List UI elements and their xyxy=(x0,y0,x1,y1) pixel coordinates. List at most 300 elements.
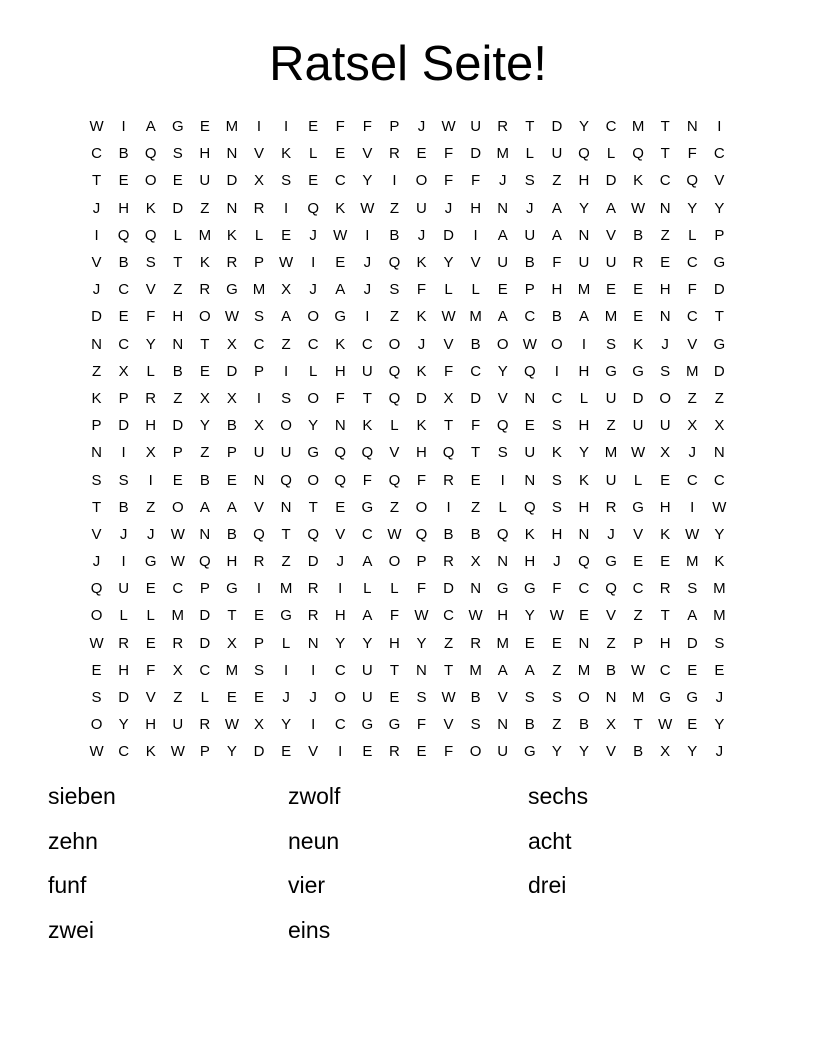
grid-letter: C xyxy=(686,471,698,489)
grid-letter: C xyxy=(361,335,373,353)
grid-letter: E xyxy=(416,145,427,163)
grid-letter: Q xyxy=(117,226,130,244)
grid-letter: Y xyxy=(497,362,508,380)
grid-letter: Q xyxy=(578,553,590,571)
grid-letter: W xyxy=(468,607,483,625)
word-list-item: zwei xyxy=(48,916,95,943)
grid-letter: W xyxy=(441,689,456,707)
grid-row xyxy=(83,358,733,385)
grid-letter: U xyxy=(497,743,509,761)
grid-letter: V xyxy=(308,743,319,761)
grid-letter: Q xyxy=(388,362,401,380)
grid-letter: Q xyxy=(388,389,401,407)
grid-letter: E xyxy=(524,634,535,652)
grid-letter: T xyxy=(633,716,643,734)
grid-letter: O xyxy=(388,553,401,571)
grid-letter: K xyxy=(145,743,156,761)
grid-letter: S xyxy=(524,689,535,707)
grid-letter: C xyxy=(659,172,671,190)
grid-letter: Z xyxy=(389,308,399,326)
grid-letter: E xyxy=(687,716,698,734)
grid-letter: N xyxy=(659,199,671,217)
grid-letter: G xyxy=(523,580,536,598)
grid-letter: N xyxy=(578,634,590,652)
grid-letter: X xyxy=(254,172,265,190)
grid-letter: Y xyxy=(524,607,535,625)
grid-letter: P xyxy=(254,254,265,272)
grid-letter: I xyxy=(121,444,126,462)
grid-letter: G xyxy=(686,689,699,707)
grid-letter: H xyxy=(578,498,590,516)
grid-letter: Z xyxy=(200,444,210,462)
grid-letter: L xyxy=(390,580,399,598)
grid-letter: Y xyxy=(578,199,589,217)
grid-letter: O xyxy=(334,689,347,707)
grid-row xyxy=(83,195,733,222)
grid-letter: I xyxy=(121,118,126,136)
grid-letter: F xyxy=(389,607,399,625)
word-list-item: eins xyxy=(288,916,331,943)
grid-letter: N xyxy=(334,417,346,435)
grid-letter: E xyxy=(118,308,129,326)
grid-letter: O xyxy=(551,335,563,353)
grid-letter: J xyxy=(417,335,426,353)
grid-letter: T xyxy=(714,308,724,326)
grid-letter: E xyxy=(199,118,210,136)
grid-letter: C xyxy=(443,607,454,625)
word-list-item: zwolf xyxy=(288,783,341,809)
grid-row xyxy=(83,575,733,602)
grid-letter: Y xyxy=(443,254,454,272)
grid-letter: D xyxy=(253,743,265,761)
grid-letter: N xyxy=(91,335,102,353)
grid-letter: H xyxy=(388,634,400,652)
grid-letter: L xyxy=(606,145,616,163)
grid-letter: W xyxy=(170,743,185,761)
grid-letter: Z xyxy=(471,498,481,516)
grid-letter: I xyxy=(473,226,478,244)
grid-letter: U xyxy=(470,118,482,136)
grid-letter: N xyxy=(578,226,590,244)
grid-letter: N xyxy=(659,308,671,326)
grid-letter: A xyxy=(362,607,373,625)
grid-letter: I xyxy=(311,716,316,734)
grid-letter: D xyxy=(470,145,482,163)
grid-row xyxy=(83,249,733,276)
grid-letter: Z xyxy=(552,661,562,679)
grid-letter: R xyxy=(226,254,238,272)
grid-letter: W xyxy=(685,525,700,543)
grid-letter: W xyxy=(224,308,240,326)
grid-letter: V xyxy=(633,525,644,543)
grid-letter: D xyxy=(172,417,184,435)
grid-letter: U xyxy=(578,254,590,272)
grid-letter: E xyxy=(308,172,319,190)
grid-letter: T xyxy=(91,498,102,516)
grid-letter: S xyxy=(497,444,508,462)
grid-letter: S xyxy=(91,689,102,707)
grid-letter: Z xyxy=(91,362,102,380)
grid-letter: L xyxy=(498,498,507,516)
grid-letter: E xyxy=(660,471,671,489)
grid-letter: H xyxy=(118,199,130,217)
grid-letter: X xyxy=(470,553,481,571)
grid-letter: L xyxy=(471,281,480,299)
grid-letter: F xyxy=(362,118,372,136)
grid-letter: Z xyxy=(687,389,697,407)
grid-letter: E xyxy=(660,254,671,272)
grid-letter: B xyxy=(118,145,129,163)
grid-letter: T xyxy=(173,254,183,272)
grid-letter: D xyxy=(118,689,130,707)
grid-letter: Q xyxy=(334,444,347,462)
grid-letter: Y xyxy=(362,634,373,652)
grid-letter: D xyxy=(686,634,698,652)
grid-letter: S xyxy=(524,172,535,190)
grid-letter: S xyxy=(551,417,562,435)
grid-letter: K xyxy=(714,553,725,571)
grid-letter: H xyxy=(578,417,590,435)
grid-letter: J xyxy=(553,553,561,571)
grid-letter: T xyxy=(525,118,535,136)
grid-letter: E xyxy=(633,308,644,326)
grid-letter: A xyxy=(497,661,508,679)
grid-letter: X xyxy=(226,335,237,353)
grid-letter: H xyxy=(145,417,157,435)
grid-letter: Q xyxy=(415,525,428,543)
grid-letter: V xyxy=(497,689,508,707)
grid-letter: L xyxy=(146,362,155,380)
grid-letter: R xyxy=(172,634,184,652)
grid-letter: K xyxy=(633,335,644,353)
grid-letter: Y xyxy=(578,118,589,136)
grid-letter: B xyxy=(633,743,644,761)
grid-letter: I xyxy=(500,471,505,489)
grid-letter: T xyxy=(660,145,670,163)
grid-letter: P xyxy=(172,444,183,462)
word-list-item: acht xyxy=(528,827,572,854)
grid-letter: M xyxy=(604,308,618,326)
grid-row xyxy=(83,602,733,629)
grid-letter: Q xyxy=(523,362,536,380)
grid-letter: X xyxy=(660,444,671,462)
grid-letter: Y xyxy=(281,716,292,734)
grid-letter: V xyxy=(254,498,265,516)
grid-letter: V xyxy=(470,254,481,272)
word-list xyxy=(48,778,768,956)
grid-letter: D xyxy=(118,417,130,435)
grid-letter: B xyxy=(470,689,481,707)
grid-letter: N xyxy=(416,661,427,679)
grid-letter: F xyxy=(443,145,454,163)
grid-row xyxy=(83,738,733,765)
grid-letter: Z xyxy=(552,716,562,734)
grid-letter: Y xyxy=(714,525,725,543)
grid-letter: I xyxy=(311,254,316,272)
grid-letter: Z xyxy=(173,689,183,707)
grid-letter: T xyxy=(91,172,102,190)
grid-letter: S xyxy=(551,471,562,489)
grid-letter: M xyxy=(496,634,509,652)
grid-letter: I xyxy=(284,199,289,217)
grid-letter: U xyxy=(605,254,617,272)
grid-letter: Z xyxy=(389,498,399,516)
grid-letter: D xyxy=(443,580,454,598)
grid-letter: K xyxy=(281,145,292,163)
grid-letter: V xyxy=(687,335,698,353)
grid-letter: U xyxy=(524,444,536,462)
grid-letter: E xyxy=(497,281,508,299)
grid-letter: H xyxy=(172,308,184,326)
grid-letter: U xyxy=(118,580,130,598)
grid-letter: E xyxy=(281,226,292,244)
grid-letter: N xyxy=(605,689,617,707)
grid-letter: Q xyxy=(388,254,401,272)
grid-letter: E xyxy=(714,661,725,679)
grid-letter: R xyxy=(632,254,644,272)
grid-letter: I xyxy=(284,362,289,380)
grid-letter: X xyxy=(660,743,671,761)
grid-letter: G xyxy=(713,335,726,353)
grid-letter: H xyxy=(334,362,346,380)
grid-row xyxy=(83,657,733,684)
grid-letter: D xyxy=(307,553,319,571)
grid-letter: K xyxy=(199,254,210,272)
word-list-item: vier xyxy=(288,872,326,898)
grid-letter: X xyxy=(199,389,210,407)
grid-letter: K xyxy=(362,417,373,435)
grid-letter: Y xyxy=(362,172,373,190)
grid-letter: M xyxy=(469,661,482,679)
grid-letter: G xyxy=(713,254,726,272)
grid-letter: C xyxy=(91,145,102,163)
grid-letter: G xyxy=(361,716,374,734)
grid-letter: V xyxy=(497,389,508,407)
grid-letter: K xyxy=(578,471,589,489)
grid-letter: P xyxy=(416,553,427,571)
grid-letter: R xyxy=(388,145,400,163)
grid-letter: M xyxy=(225,118,239,136)
grid-letter: D xyxy=(632,389,644,407)
grid-letter: N xyxy=(226,199,238,217)
grid-letter: E xyxy=(118,172,129,190)
grid-letter: A xyxy=(524,661,535,679)
grid-letter: V xyxy=(714,172,725,190)
word-list-item: funf xyxy=(48,872,87,898)
grid-letter: B xyxy=(578,716,589,734)
grid-letter: V xyxy=(335,525,346,543)
grid-letter: S xyxy=(389,281,400,299)
grid-letter: S xyxy=(281,172,292,190)
grid-letter: U xyxy=(632,417,644,435)
grid-letter: A xyxy=(335,281,346,299)
grid-letter: A xyxy=(226,498,237,516)
grid-letter: I xyxy=(392,172,397,190)
grid-letter: S xyxy=(145,254,156,272)
grid-letter: B xyxy=(172,362,183,380)
grid-letter: S xyxy=(254,661,265,679)
grid-row xyxy=(83,222,733,249)
grid-letter: E xyxy=(633,281,644,299)
grid-letter: W xyxy=(441,118,456,136)
grid-letter: G xyxy=(280,607,292,625)
grid-letter: B xyxy=(606,661,617,679)
grid-letter: S xyxy=(91,471,102,489)
grid-letter: U xyxy=(361,689,373,707)
grid-letter: A xyxy=(199,498,210,516)
grid-letter: I xyxy=(717,118,722,136)
grid-letter: Q xyxy=(280,471,292,489)
grid-letter: B xyxy=(524,716,535,734)
grid-letter: E xyxy=(524,417,535,435)
grid-letter: J xyxy=(363,281,372,299)
grid-letter: F xyxy=(146,308,156,326)
grid-row xyxy=(83,412,733,439)
grid-letter: Q xyxy=(442,444,455,462)
grid-letter: I xyxy=(284,661,289,679)
grid-row xyxy=(83,684,733,711)
grid-letter: C xyxy=(713,145,725,163)
grid-row xyxy=(83,385,733,412)
grid-letter: B xyxy=(199,471,210,489)
grid-letter: W xyxy=(522,335,537,353)
grid-letter: H xyxy=(578,362,590,380)
grid-letter: F xyxy=(416,716,427,734)
grid-letter: C xyxy=(253,335,265,353)
grid-letter: E xyxy=(226,471,237,489)
grid-letter: X xyxy=(443,389,454,407)
grid-letter: Z xyxy=(281,335,291,353)
grid-letter: X xyxy=(145,444,156,462)
grid-letter: E xyxy=(578,607,589,625)
grid-letter: G xyxy=(171,118,184,136)
grid-letter: E xyxy=(362,743,373,761)
grid-letter: B xyxy=(226,525,237,543)
grid-letter: S xyxy=(606,335,617,353)
grid-letter: E xyxy=(254,607,265,625)
grid-letter: Y xyxy=(578,444,589,462)
grid-letter: K xyxy=(226,226,237,244)
grid-letter: F xyxy=(552,254,562,272)
grid-letter: M xyxy=(496,145,509,163)
grid-letter: Q xyxy=(253,525,265,543)
grid-letter: D xyxy=(416,389,427,407)
grid-letter: Z xyxy=(389,199,399,217)
grid-letter: T xyxy=(443,661,454,679)
grid-letter: H xyxy=(659,281,671,299)
grid-letter: M xyxy=(469,308,482,326)
grid-row xyxy=(83,711,733,738)
grid-letter: I xyxy=(365,226,370,244)
grid-letter: J xyxy=(92,199,101,217)
grid-letter: D xyxy=(605,172,617,190)
grid-letter: M xyxy=(252,281,266,299)
grid-letter: E xyxy=(226,689,237,707)
grid-letter: R xyxy=(659,580,671,598)
grid-letter: K xyxy=(524,525,535,543)
grid-letter: X xyxy=(226,634,237,652)
grid-letter: O xyxy=(388,335,401,353)
grid-letter: U xyxy=(280,444,292,462)
grid-letter: W xyxy=(658,716,673,734)
grid-letter: M xyxy=(604,444,618,462)
grid-letter: Y xyxy=(199,417,210,435)
grid-letter: T xyxy=(200,335,210,353)
grid-letter: I xyxy=(284,118,289,136)
grid-letter: A xyxy=(497,308,508,326)
grid-letter: P xyxy=(714,226,725,244)
grid-letter: F xyxy=(416,471,427,489)
grid-letter: F xyxy=(443,362,454,380)
grid-letter: J xyxy=(661,335,669,353)
grid-letter: L xyxy=(173,226,182,244)
grid-letter: T xyxy=(443,417,454,435)
grid-letter: Q xyxy=(578,145,590,163)
grid-letter: N xyxy=(253,471,265,489)
grid-letter: V xyxy=(91,525,102,543)
grid-letter: L xyxy=(363,580,372,598)
grid-letter: Z xyxy=(173,281,183,299)
grid-letter: M xyxy=(577,281,591,299)
grid-letter: A xyxy=(145,118,156,136)
grid-letter: N xyxy=(172,335,184,353)
grid-letter: Z xyxy=(146,498,156,516)
grid-letter: Z xyxy=(552,172,562,190)
grid-letter: F xyxy=(552,580,562,598)
grid-letter: C xyxy=(713,471,725,489)
grid-letter: R xyxy=(605,498,617,516)
grid-letter: R xyxy=(307,607,319,625)
grid-letter: M xyxy=(713,607,726,625)
grid-letter: H xyxy=(578,172,590,190)
grid-letter: J xyxy=(309,689,317,707)
grid-letter: W xyxy=(170,525,185,543)
grid-letter: V xyxy=(606,743,617,761)
grid-letter: K xyxy=(660,525,671,543)
grid-letter: L xyxy=(444,281,453,299)
grid-letter: P xyxy=(254,362,265,380)
grid-letter: N xyxy=(91,444,102,462)
grid-letter: Q xyxy=(307,525,319,543)
grid-letter: L xyxy=(200,689,210,707)
grid-letter: G xyxy=(496,580,509,598)
grid-letter: F xyxy=(146,661,156,679)
grid-letter: A xyxy=(606,199,617,217)
grid-letter: Y xyxy=(416,634,427,652)
grid-letter: Y xyxy=(551,743,562,761)
word-list-item: neun xyxy=(288,827,340,854)
grid-row xyxy=(83,630,733,657)
grid-letter: Y xyxy=(714,716,725,734)
grid-letter: Z xyxy=(714,389,724,407)
grid-letter: I xyxy=(311,661,316,679)
grid-letter: I xyxy=(94,226,99,244)
grid-letter: G xyxy=(523,743,536,761)
grid-letter: J xyxy=(498,172,507,190)
grid-letter: J xyxy=(309,226,317,244)
grid-letter: P xyxy=(199,580,210,598)
grid-letter: J xyxy=(282,689,290,707)
grid-letter: Q xyxy=(388,471,401,489)
grid-letter: X xyxy=(714,417,725,435)
grid-letter: B xyxy=(470,525,481,543)
grid-letter: C xyxy=(118,743,130,761)
grid-letter: I xyxy=(338,580,343,598)
grid-letter: W xyxy=(712,498,727,516)
grid-letter: S xyxy=(254,308,265,326)
grid-letter: Q xyxy=(686,172,699,190)
grid-letter: O xyxy=(307,308,319,326)
